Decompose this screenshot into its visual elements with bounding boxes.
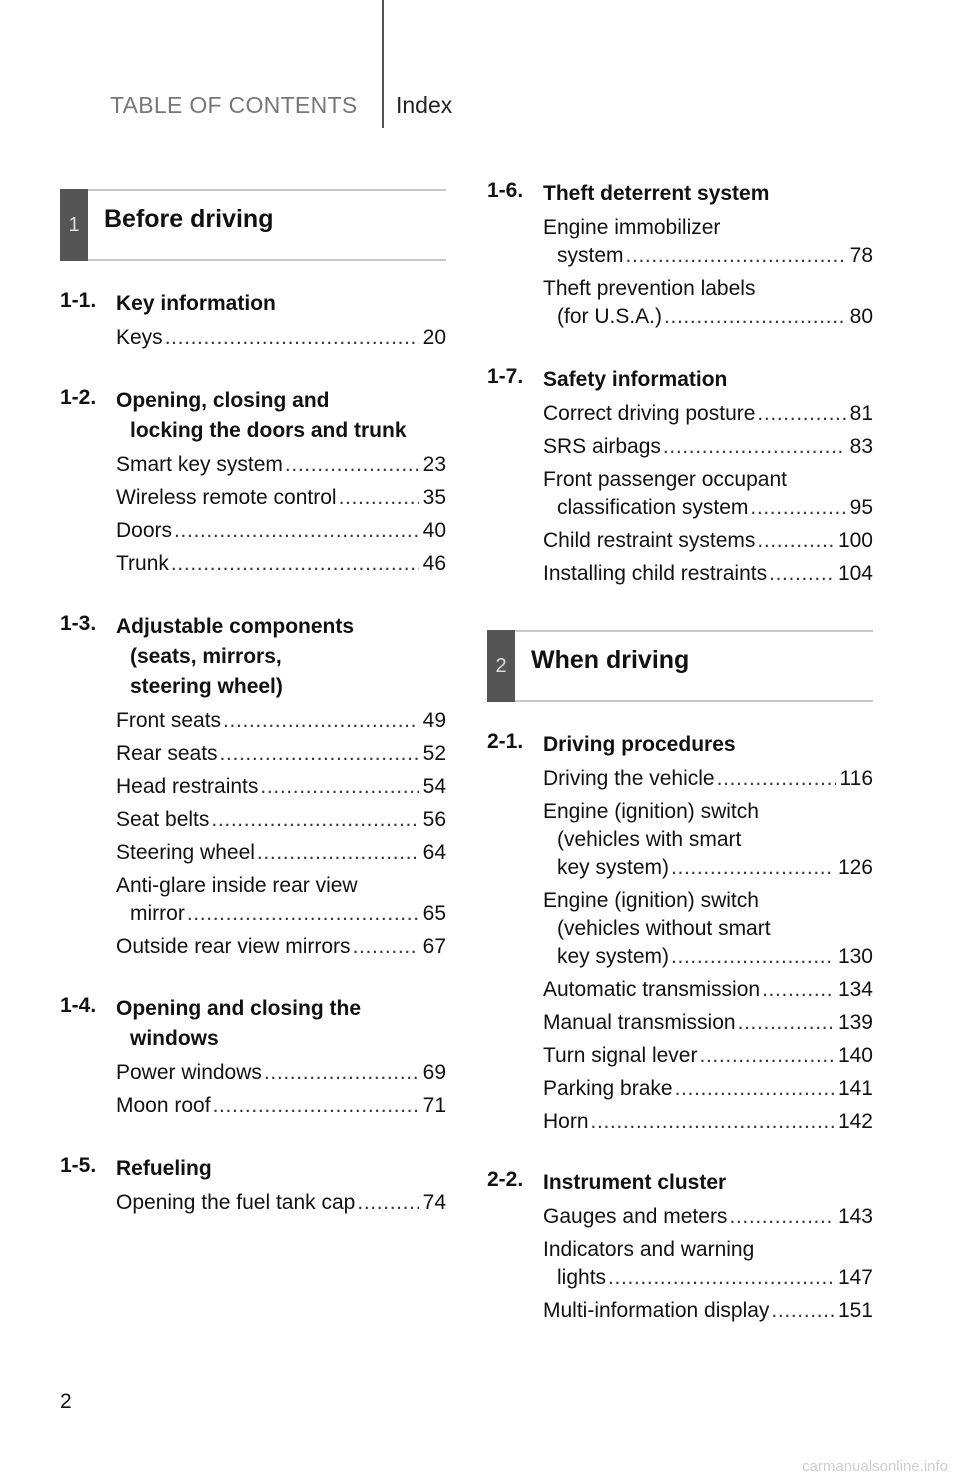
toc-entry-text: key system): [557, 945, 670, 968]
toc-entry[interactable]: [543, 976, 873, 1004]
toc-entry[interactable]: [543, 1075, 873, 1103]
toc-entry-text: Correct driving posture: [543, 402, 756, 425]
toc-entry-text: Engine (ignition) switch: [543, 800, 759, 823]
watermark: carmanualsonline.info: [802, 1458, 948, 1475]
group-title: [543, 365, 873, 395]
dot-leader: [729, 1203, 834, 1231]
toc-entry-text: Installing child restraints: [543, 562, 768, 585]
section-title: When driving: [531, 646, 690, 674]
dot-leader: [257, 839, 419, 867]
group-title: [543, 1168, 873, 1198]
group-title-line: Opening and closing the: [116, 997, 362, 1020]
nav-divider: [382, 0, 384, 128]
group-title-line: Theft deterrent system: [543, 182, 770, 205]
group-title: [543, 730, 873, 760]
toc-entry-text: lights: [557, 1266, 607, 1289]
toc-entry[interactable]: [543, 275, 873, 331]
toc-page-number: 116: [839, 767, 873, 790]
toc-entry-text: Theft prevention labels: [543, 277, 756, 300]
toc-entry[interactable]: [543, 1042, 873, 1070]
toc-entry-text: Horn: [543, 1110, 589, 1133]
group-title: [116, 994, 446, 1054]
dot-leader: [211, 806, 418, 834]
toc-entry[interactable]: [116, 517, 446, 545]
group-title: [116, 386, 446, 446]
toc-entry[interactable]: [116, 550, 446, 578]
toc-entry-text: Child restraint systems: [543, 529, 756, 552]
toc-entry[interactable]: [543, 560, 873, 588]
group-title-line: Adjustable components: [116, 615, 355, 638]
toc-page-number: 64: [422, 841, 446, 864]
toc-page-number: 80: [849, 305, 873, 328]
dot-leader: [223, 707, 419, 735]
toc-entry-text: Power windows: [116, 1061, 262, 1084]
dot-leader: [626, 242, 846, 270]
dot-leader: [663, 433, 846, 461]
section-tab: 2: [487, 630, 515, 702]
toc-entry-text: Wireless remote control: [116, 486, 337, 509]
section-title: Before driving: [104, 205, 274, 233]
toc-page-number: 49: [422, 709, 446, 732]
toc-entry[interactable]: [543, 1297, 873, 1325]
dot-leader: [264, 1059, 419, 1087]
toc-entry[interactable]: [116, 1092, 446, 1120]
toc-entry[interactable]: [543, 887, 873, 971]
toc-entry-text: Turn signal lever: [543, 1044, 698, 1067]
toc-entry[interactable]: [116, 451, 446, 479]
toc-entry-text: Engine immobilizer: [543, 216, 721, 239]
dot-leader: [675, 1075, 834, 1103]
toc-entry-text: Opening the fuel tank cap: [116, 1191, 356, 1214]
dot-leader: [757, 527, 834, 555]
toc-entry-text: Engine (ignition) switch: [543, 889, 759, 912]
toc-page-number: 54: [422, 775, 446, 798]
toc-page-number: 35: [422, 486, 446, 509]
toc-entry-text: Smart key system: [116, 453, 283, 476]
toc-entry[interactable]: [116, 933, 446, 961]
toc-entry[interactable]: [116, 773, 446, 801]
toc-page-number: 67: [422, 935, 446, 958]
group-title-line: Refueling: [116, 1157, 212, 1180]
dot-leader: [762, 976, 834, 1004]
page-number: 2: [60, 1390, 72, 1413]
group-title-line: Opening, closing and: [116, 389, 330, 412]
dot-leader: [187, 900, 419, 928]
toc-page-number: 126: [837, 856, 873, 879]
dot-leader: [757, 400, 845, 428]
index-link[interactable]: Index: [396, 92, 453, 118]
dot-leader: [213, 1092, 419, 1120]
toc-page-number: 151: [837, 1299, 873, 1322]
toc-entry[interactable]: [543, 433, 873, 461]
group-number: 1-2.: [60, 386, 97, 409]
group-title-line: (seats, mirrors,: [130, 645, 282, 668]
toc-page-number: 147: [837, 1266, 873, 1289]
dot-leader: [339, 484, 419, 512]
toc-page-number: 52: [422, 742, 446, 765]
section-header-before-driving: [60, 189, 446, 261]
toc-entry[interactable]: [116, 324, 446, 352]
dot-leader: [717, 765, 836, 793]
toc-entry-text: Indicators and warning: [543, 1238, 755, 1261]
toc-page-number: 142: [837, 1110, 873, 1133]
top-navigation: [0, 0, 960, 130]
toc-page-number: 46: [422, 552, 446, 575]
section-header-when-driving: [487, 630, 873, 702]
toc-entry-text: Head restraints: [116, 775, 259, 798]
toc-page-number: 134: [837, 978, 873, 1001]
toc-page-number: 74: [422, 1191, 446, 1214]
toc-page-number: 130: [837, 945, 873, 968]
dot-leader: [171, 550, 419, 578]
toc-entry-text: (vehicles without smart: [557, 917, 771, 940]
dot-leader: [174, 517, 419, 545]
toc-entry-text: Steering wheel: [116, 841, 255, 864]
group-title-line: steering wheel): [130, 675, 283, 698]
toc-entry[interactable]: [543, 400, 873, 428]
toc-page-number: 140: [837, 1044, 873, 1067]
toc-entry[interactable]: [543, 1009, 873, 1037]
group-title: [116, 1154, 446, 1184]
group-title-line: Instrument cluster: [543, 1171, 727, 1194]
group-number: 1-1.: [60, 289, 97, 312]
toc-entry-text: classification system: [557, 496, 749, 519]
group-title-line: Key information: [116, 292, 276, 315]
group-title-line: Driving procedures: [543, 733, 736, 756]
toc-entry-text: SRS airbags: [543, 435, 661, 458]
toc-entry[interactable]: [543, 1236, 873, 1292]
group-number: 1-4.: [60, 994, 97, 1017]
toc-entry[interactable]: [543, 1108, 873, 1136]
toc-page-number: 65: [422, 902, 446, 925]
dot-leader: [591, 1108, 834, 1136]
toc-entry-text: Manual transmission: [543, 1011, 736, 1034]
toc-entry[interactable]: [116, 1059, 446, 1087]
toc-page-number: 69: [422, 1061, 446, 1084]
group-title: [116, 289, 446, 319]
toc-page-number: 23: [422, 453, 446, 476]
dot-leader: [285, 451, 419, 479]
toc-entry-text: (vehicles with smart: [557, 828, 742, 851]
toc-page-number: 40: [422, 519, 446, 542]
toc-entry-text: Front seats: [116, 709, 222, 732]
toc-page-number: 139: [837, 1011, 873, 1034]
toc-page-number: 56: [422, 808, 446, 831]
section-tab: 1: [60, 189, 88, 261]
toc-entry-text: Gauges and meters: [543, 1205, 728, 1228]
toc-entry[interactable]: [543, 466, 873, 522]
dot-leader: [671, 943, 834, 971]
toc-entry-text: system: [557, 244, 624, 267]
toc-entry-text: Parking brake: [543, 1077, 673, 1100]
dot-leader: [750, 494, 845, 522]
toc-page-number: 20: [422, 326, 446, 349]
group-title-line: windows: [130, 1027, 219, 1050]
toc-page-number: 104: [837, 562, 873, 585]
dot-leader: [699, 1042, 833, 1070]
toc-entry-text: Trunk: [116, 552, 169, 575]
toc-entry-text: Multi-information display: [543, 1299, 770, 1322]
toc-entry-text: Anti-glare inside rear view: [116, 874, 358, 897]
toc-entry[interactable]: [116, 806, 446, 834]
table-of-contents-link[interactable]: TABLE OF CONTENTS: [110, 92, 358, 118]
toc-entry[interactable]: [116, 872, 446, 928]
group-number: 1-3.: [60, 612, 97, 635]
group-number: 1-6.: [487, 179, 524, 202]
toc-page-number: 141: [837, 1077, 873, 1100]
group-number: 1-7.: [487, 365, 524, 388]
dot-leader: [260, 773, 418, 801]
toc-page-number: 100: [837, 529, 873, 552]
dot-leader: [357, 1189, 418, 1217]
toc-page-number: 83: [849, 435, 873, 458]
toc-entry-text: Seat belts: [116, 808, 210, 831]
dot-leader: [769, 560, 834, 588]
dot-leader: [664, 303, 846, 331]
dot-leader: [353, 933, 419, 961]
toc-entry[interactable]: [116, 740, 446, 768]
toc-entry[interactable]: [116, 707, 446, 735]
toc-entry-text: Doors: [116, 519, 173, 542]
toc-entry-text: Outside rear view mirrors: [116, 935, 351, 958]
dot-leader: [771, 1297, 834, 1325]
toc-entry-text: Front passenger occupant: [543, 468, 787, 491]
group-number: 1-5.: [60, 1154, 97, 1177]
group-title: [543, 179, 873, 209]
toc-entry-text: Driving the vehicle: [543, 767, 715, 790]
toc-page-number: 81: [849, 402, 873, 425]
dot-leader: [608, 1264, 834, 1292]
group-number: 2-1.: [487, 730, 524, 753]
toc-entry[interactable]: [543, 798, 873, 882]
toc-page-number: 143: [837, 1205, 873, 1228]
toc-entry[interactable]: [116, 484, 446, 512]
group-title-line: locking the doors and trunk: [130, 419, 407, 442]
group-number: 2-2.: [487, 1168, 524, 1191]
toc-entry[interactable]: [543, 765, 873, 793]
toc-entry[interactable]: [543, 1203, 873, 1231]
toc-entry[interactable]: [543, 527, 873, 555]
dot-leader: [671, 854, 834, 882]
toc-entry-text: Moon roof: [116, 1094, 211, 1117]
toc-page-number: 95: [849, 496, 873, 519]
toc-entry[interactable]: [116, 1189, 446, 1217]
dot-leader: [738, 1009, 834, 1037]
toc-page-number: 78: [849, 244, 873, 267]
group-title: [116, 612, 446, 702]
toc-entry[interactable]: [543, 214, 873, 270]
toc-entry-text: mirror: [130, 902, 185, 925]
toc-entry-text: (for U.S.A.): [557, 305, 663, 328]
dot-leader: [220, 740, 419, 768]
dot-leader: [165, 324, 419, 352]
toc-entry-text: Automatic transmission: [543, 978, 761, 1001]
toc-entry-text: Rear seats: [116, 742, 218, 765]
group-title-line: Safety information: [543, 368, 728, 391]
toc-entry-text: Keys: [116, 326, 163, 349]
toc-entry-text: key system): [557, 856, 670, 879]
toc-entry[interactable]: [116, 839, 446, 867]
toc-page-number: 71: [422, 1094, 446, 1117]
